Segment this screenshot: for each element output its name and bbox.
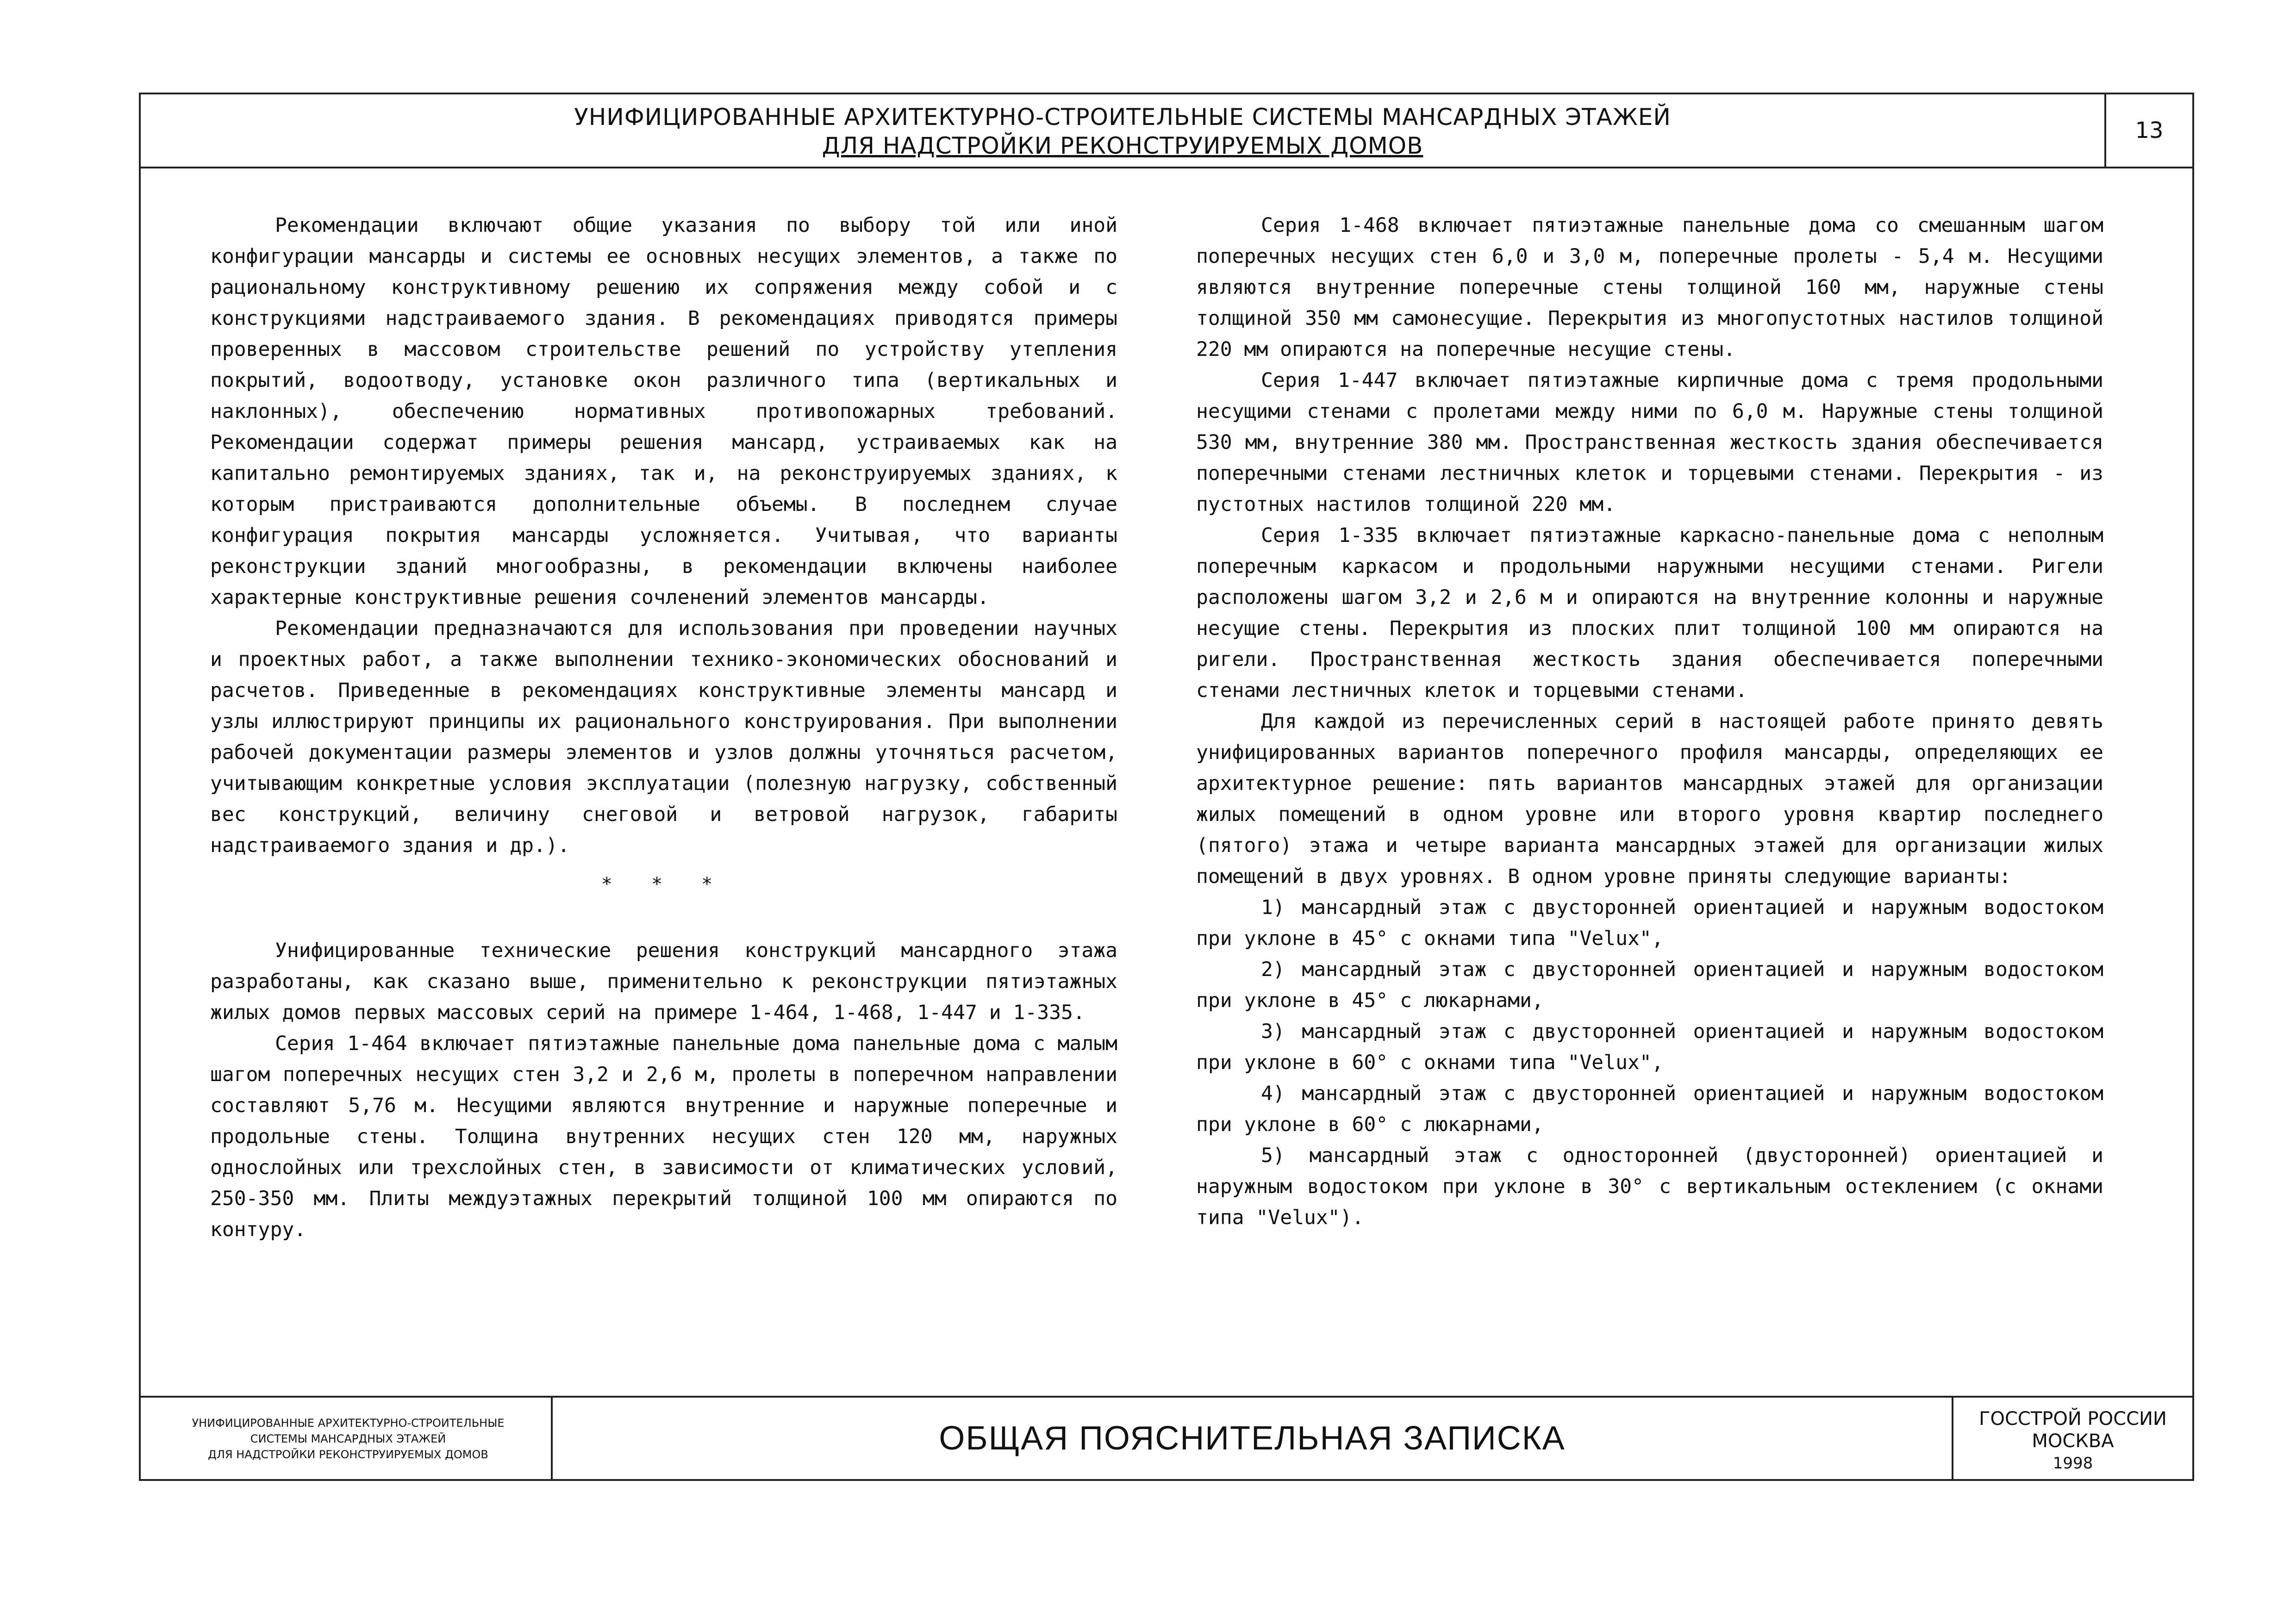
sheet-title: ОБЩАЯ ПОЯСНИТЕЛЬНАЯ ЗАПИСКА bbox=[939, 1420, 1566, 1457]
drawing-frame bbox=[139, 93, 2194, 1481]
paragraph: Серия 1-447 включает пятиэтажные кирпичные дома с тремя продольными несущими стенами с пролетами между ними по 6,0 м. Наружные стены толщиной 530 мм, внутренние 380 мм. Пространственная жесткость здания обеспечивается поперечными стенами лестничных клеток и торцевыми стенами. Перекрытия - из пустотных настилов толщиной 220 мм. bbox=[1196, 369, 2103, 516]
publisher-city: МОСКВА bbox=[2032, 1430, 2114, 1452]
right-text-column bbox=[1196, 210, 2103, 1233]
title-block-header bbox=[141, 94, 2192, 168]
footer-series-line: ДЛЯ НАДСТРОЙКИ РЕКОНСТРУИРУЕМЫХ ДОМОВ bbox=[208, 1448, 488, 1461]
list-item: 5) мансардный этаж с односторонней (двусторонней) ориентацией и наружным водостоком при уклоне в 30° с вертикальным остеклением (с окнами типа "Velux"). bbox=[1196, 1144, 2103, 1229]
title-block-footer bbox=[141, 1396, 2192, 1479]
paragraph: Для каждой из перечисленных серий в настоящей работе принято девять унифицированных вариантов поперечного профиля мансарды, определяющих ее архитектурное решение: пять вариантов мансардных этажей для организации жилых помещений в одном уровне или второго уровня квартир последнего (пятого) этажа и четыре варианта мансардных этажей для организации жилых помещений в двух уровнях. В одном уровне приняты следующие варианты: bbox=[1196, 710, 2103, 888]
title-line-1: УНИФИЦИРОВАННЫЕ АРХИТЕКТУРНО-СТРОИТЕЛЬНЫЕ СИСТЕМЫ МАНСАРДНЫХ ЭТАЖЕЙ bbox=[574, 104, 1671, 131]
title-line-2: ДЛЯ НАДСТРОЙКИ РЕКОНСТРУИРУЕМЫХ ДОМОВ bbox=[822, 132, 1423, 159]
paragraph: Рекомендации включают общие указания по выбору той или иной конфигурации мансарды и системы ее основных несущих элементов, а также по рациональному конструктивному решению их сопряжения между собой и с конструкциями надстраиваемого здания. В рекомендациях приводятся примеры проверенных в массовом строительстве решений по устройству утепления покрытий, водоотводу, установке окон различного типа (вертикальных и наклонных), обеспечению нормативных противопожарных требований. Рекомендации содержат примеры решения мансард, устраиваемых как на капитально ремонтируемых зданиях, так и, на реконструируемых зданиях, к которым пристраиваются дополнительные объемы. В последнем случае конфигурация покрытия мансарды усложняется. Учитывая, что варианты реконструкции зданий многообразны, в рекомендации включены наиболее характерные конструктивные решения сочленений элементов мансарды. bbox=[210, 214, 1117, 609]
list-item: 3) мансардный этаж с двусторонней ориентацией и наружным водостоком при уклоне в 60° с окнами типа "Velux", bbox=[1196, 1020, 2103, 1074]
list-item: 1) мансардный этаж с двусторонней ориентацией и наружным водостоком при уклоне в 45° с окнами типа "Velux", bbox=[1196, 896, 2103, 950]
paragraph: Серия 1-468 включает пятиэтажные панельные дома со смешанным шагом поперечных несущих стен 6,0 и 3,0 м, поперечные пролеты - 5,4 м. Несущими являются внутренние поперечные стены толщиной 160 мм, наружные стены толщиной 350 мм самонесущие. Перекрытия из многопустотных настилов толщиной 220 мм опираются на поперечные несущие стены. bbox=[1196, 214, 2103, 361]
list-item: 4) мансардный этаж с двусторонней ориентацией и наружным водостоком при уклоне в 60° с люкарнами, bbox=[1196, 1082, 2103, 1136]
document-title bbox=[141, 103, 2104, 160]
footer-series-line: СИСТЕМЫ МАНСАРДНЫХ ЭТАЖЕЙ bbox=[250, 1432, 446, 1445]
list-item: 2) мансардный этаж с двусторонней ориентацией и наружным водостоком при уклоне в 45° с люкарнами, bbox=[1196, 958, 2103, 1012]
section-separator: * * * bbox=[601, 874, 727, 895]
publisher-org: ГОССТРОЙ РОССИИ bbox=[1979, 1408, 2167, 1430]
publication-year: 1998 bbox=[2053, 1454, 2093, 1473]
footer-series-line: УНИФИЦИРОВАННЫЕ АРХИТЕКТУРНО-СТРОИТЕЛЬНЫЕ bbox=[192, 1417, 505, 1430]
footer-series-name bbox=[141, 1398, 553, 1479]
page-number: 13 bbox=[2104, 94, 2192, 167]
publisher-block bbox=[1952, 1398, 2192, 1479]
paragraph: Серия 1-464 включает пятиэтажные панельные дома панельные дома с малым шагом поперечных несущих стен 3,2 и 2,6 м, пролеты в поперечном направлении составляют 5,76 м. Несущими являются внутренние и наружные поперечные и продольные стены. Толщина внутренних несущих стен 120 мм, наружных однослойных или трехслойных стен, в зависимости от климатических условий, 250-350 мм. Плиты междуэтажных перекрытий толщиной 100 мм опираются по контуру. bbox=[210, 1032, 1117, 1241]
left-text-column bbox=[210, 210, 1117, 1245]
paragraph: Унифицированные технические решения конструкций мансардного этажа разработаны, как сказано выше, применительно к реконструкции пятиэтажных жилых домов первых массовых серий на примере 1-464, 1-468, 1-447 и 1-335. bbox=[210, 939, 1117, 1024]
paragraph: Серия 1-335 включает пятиэтажные каркасно-панельные дома с неполным поперечным каркасом и продольными наружными несущими стенами. Ригели расположены шагом 3,2 и 2,6 м и опираются на внутренние колонны и наружные несущие стены. Перекрытия из плоских плит толщиной 100 мм опираются на ригели. Пространственная жесткость здания обеспечивается поперечными стенами лестничных клеток и торцевыми стенами. bbox=[1196, 524, 2103, 702]
paragraph: Рекомендации предназначаются для использования при проведении научных и проектных работ, а также выполнении технико-экономических обоснований и расчетов. Приведенные в рекомендациях конструктивные элементы мансард и узлы иллюстрируют принципы их рационального конструирования. При выполнении рабочей документации размеры элементов и узлов должны уточняться расчетом, учитывающим конкретные условия эксплуатации (полезную нагрузку, собственный вес конструкций, величину снеговой и ветровой нагрузок, габариты надстраиваемого здания и др.). bbox=[210, 617, 1117, 857]
